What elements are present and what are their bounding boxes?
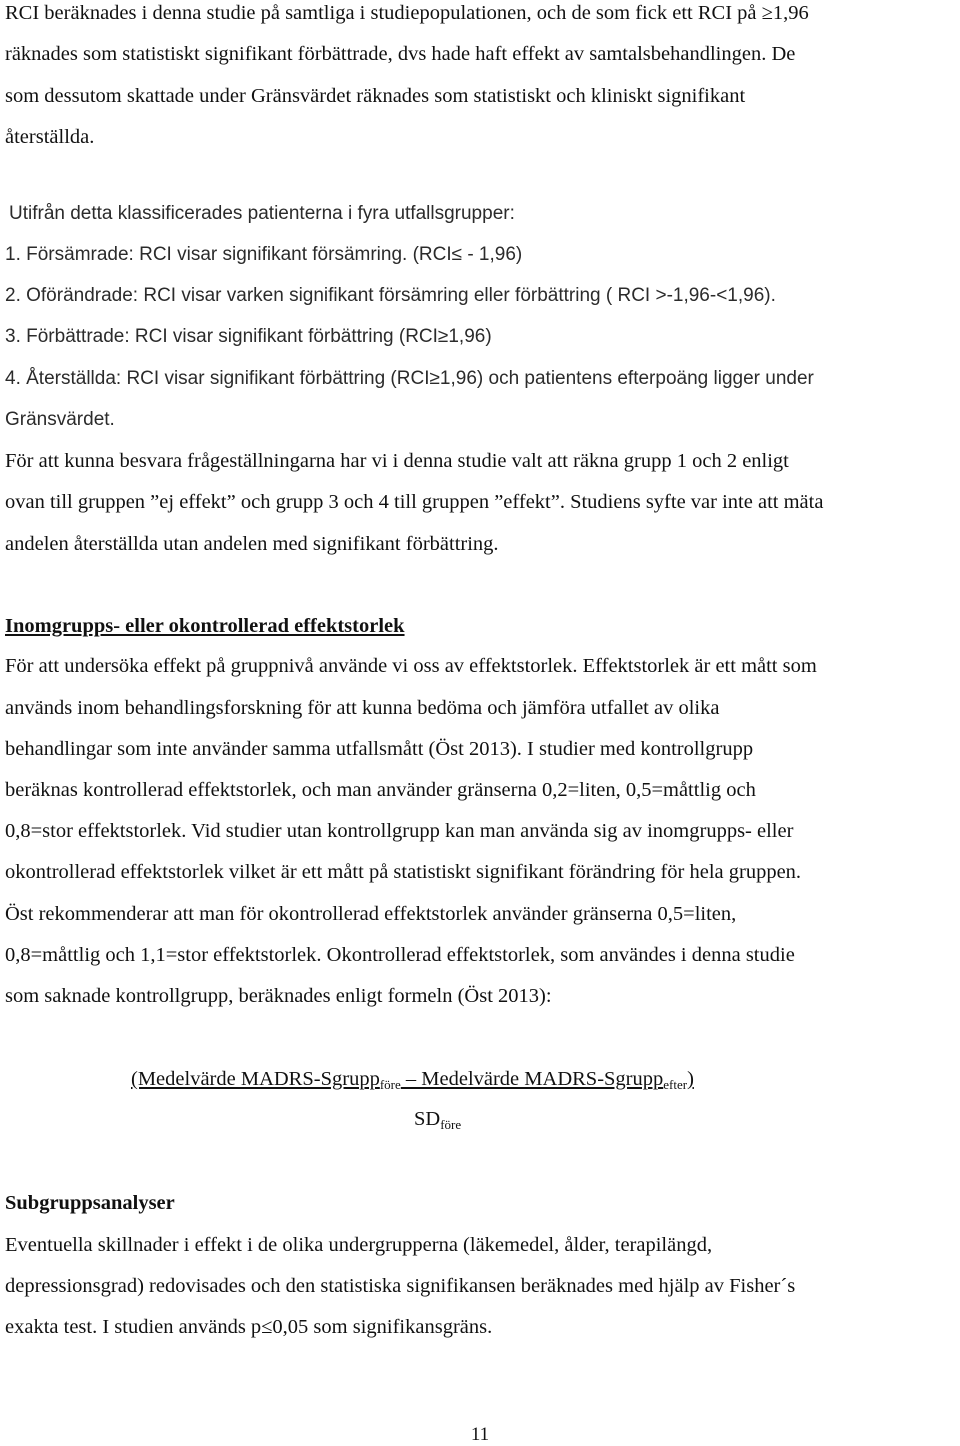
section1-line-5: 0,8=stor effektstorlek. Vid studier utan kontrollgrupp kan man använda sig av inomgrupps- eller — [5, 820, 794, 842]
section2-line-1: Eventuella skillnader i effekt i de olika undergrupperna (läkemedel, ålder, terapilängd, — [5, 1234, 713, 1256]
group-item-4-line-1: 4. Återställda: RCI visar signifikant förbättring (RCI≥1,96) och patientens efterpoäng ligger under — [5, 368, 814, 389]
para2-line-2: ovan till gruppen ”ej effekt” och grupp 3 och 4 till gruppen ”effekt”. Studiens syfte var inte att mäta — [5, 491, 824, 513]
groups-intro: Utifrån detta klassificerades patienterna i fyra utfallsgrupper: — [9, 203, 515, 224]
formula-denom-sd: SD — [414, 1108, 441, 1130]
section1-line-2: används inom behandlingsforskning för att kunna bedöma och jämföra utfallet av olika — [5, 697, 720, 719]
group-item-2: 2. Oförändrade: RCI visar varken signifikant försämring eller förbättring ( RCI >-1,96-<1,96). — [5, 285, 776, 306]
formula-mid: – Medelvärde MADRS-Sgrupp — [400, 1068, 664, 1090]
formula-denominator — [414, 1108, 461, 1133]
section1-line-6: okontrollerad effektstorlek vilket är ett mått på statistiskt signifikant förändring för hela gruppen. — [5, 861, 802, 883]
group-item-4-line-2: Gränsvärdet. — [5, 409, 115, 430]
intro-line-3: som dessutom skattade under Gränsvärdet räknades som statistiskt och kliniskt signifikant — [5, 85, 746, 107]
section1-line-1: För att undersöka effekt på gruppnivå använde vi oss av effektstorlek. Effektstorlek är ett mått som — [5, 655, 817, 677]
section1-line-4: beräknas kontrollerad effektstorlek, och man använder gränserna 0,2=liten, 0,5=måttlig och — [5, 779, 756, 801]
section-heading-effect-size: Inomgrupps- eller okontrollerad effektstorlek — [5, 615, 405, 637]
group-item-1: 1. Försämrade: RCI visar signifikant försämring. (RCI≤ - 1,96) — [5, 244, 523, 265]
section1-line-7: Öst rekommenderar att man för okontrollerad effektstorlek använder gränserna 0,5=liten, — [5, 903, 737, 925]
section2-line-2: depressionsgrad) redovisades och den statistiska signifikansen beräknades med hjälp av Fisher´s — [5, 1275, 796, 1297]
intro-line-4: återställda. — [5, 126, 95, 148]
group-item-3: 3. Förbättrade: RCI visar signifikant förbättring (RCI≥1,96) — [5, 326, 492, 347]
formula-open: (Medelvärde MADRS-Sgrupp — [131, 1068, 380, 1090]
page-number: 11 — [470, 1424, 490, 1445]
intro-line-2: räknades som statistiskt signifikant förbättrade, dvs hade haft effekt av samtalsbehandlingen. De — [5, 43, 796, 65]
formula-numerator — [131, 1068, 694, 1093]
section2-line-3: exakta test. I studien används p≤0,05 som signifikansgräns. — [5, 1316, 493, 1338]
section1-line-3: behandlingar som inte använder samma utfallsmått (Öst 2013). I studier med kontrollgrupp — [5, 738, 754, 760]
formula-sub-after: efter — [663, 1077, 688, 1092]
section1-line-8: 0,8=måttlig och 1,1=stor effektstorlek. Okontrollerad effektstorlek, som användes i denna studie — [5, 944, 795, 966]
intro-line-1: RCI beräknades i denna studie på samtliga i studiepopulationen, och de som fick ett RCI på ≥1,96 — [5, 2, 809, 24]
formula-sub-before: före — [379, 1077, 401, 1092]
section-heading-subgroups: Subgruppsanalyser — [5, 1192, 175, 1214]
formula-close: ) — [687, 1068, 694, 1090]
section1-line-9: som saknade kontrollgrupp, beräknades enligt formeln (Öst 2013): — [5, 985, 552, 1007]
para2-line-1: För att kunna besvara frågeställningarna har vi i denna studie valt att räkna grupp 1 och 2 enligt — [5, 450, 789, 472]
formula-denom-sub: före — [440, 1117, 462, 1132]
para2-line-3: andelen återställda utan andelen med signifikant förbättring. — [5, 533, 499, 555]
